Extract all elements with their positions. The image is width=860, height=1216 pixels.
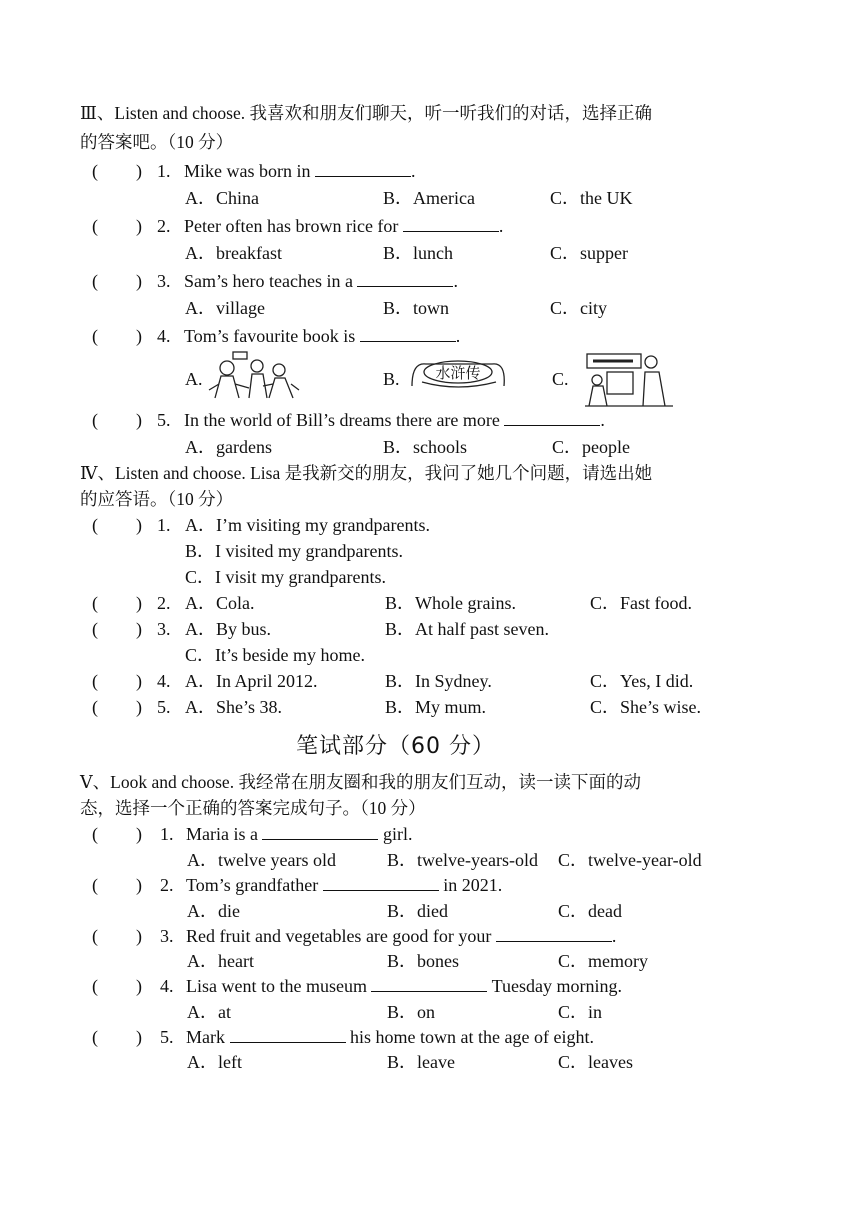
book-cover-a-image — [205, 350, 301, 402]
option-a: A．at — [187, 1002, 231, 1022]
question-number: 1. — [160, 824, 174, 844]
answer-blank[interactable] — [323, 874, 439, 891]
answer-blank[interactable] — [371, 975, 487, 992]
question-number: 3. — [160, 926, 174, 946]
option-b: B．bones — [387, 951, 459, 971]
answer-paren-open: ( — [92, 671, 98, 691]
option-b: B．town — [383, 298, 450, 318]
answer-blank[interactable] — [504, 409, 600, 426]
answer-paren-open: ( — [92, 515, 98, 535]
book-cover-c-image — [585, 350, 675, 408]
option-a: A．China — [185, 188, 259, 208]
answer-paren-close: ) — [136, 326, 142, 346]
option-a: A．I’m visiting my grandparents. — [185, 515, 430, 535]
option-c: C．I visit my grandparents. — [185, 567, 386, 587]
answer-paren-close: ) — [136, 515, 142, 535]
question-stem: Maria is a girl. — [186, 824, 413, 844]
question-number: 2. — [157, 593, 171, 613]
option-c: C．the UK — [550, 188, 633, 208]
option-c: C．Fast food. — [590, 593, 693, 613]
answer-paren-open: ( — [92, 593, 98, 613]
option-c: C．city — [550, 298, 607, 318]
option-b: B．schools — [383, 437, 468, 457]
section4-title-cont: 的应答语。（10 分） — [80, 489, 234, 509]
section4-title: Ⅳ、Listen and choose. Lisa 是我新交的朋友，我问了她几个问题，请选出她 — [80, 463, 653, 483]
option-c: C．people — [552, 437, 630, 457]
written-part-heading: 笔试部分（60 分） — [296, 734, 495, 759]
question-number: 3. — [157, 271, 171, 291]
answer-paren-close: ) — [136, 824, 142, 844]
answer-paren-close: ) — [136, 875, 142, 895]
answer-paren-open: ( — [92, 926, 98, 946]
option-c: C. — [552, 369, 569, 389]
answer-paren-open: ( — [92, 697, 98, 717]
option-c: C．in — [558, 1002, 603, 1022]
option-b: B．In Sydney. — [385, 671, 492, 691]
answer-paren-close: ) — [136, 619, 142, 639]
option-a: A．die — [187, 901, 240, 921]
question-number: 4. — [160, 976, 174, 996]
answer-paren-open: ( — [92, 875, 98, 895]
option-b: B．died — [387, 901, 448, 921]
answer-blank[interactable] — [496, 925, 612, 942]
option-b: B．twelve-years-old — [387, 850, 538, 870]
option-a: A．By bus. — [185, 619, 272, 639]
question-number: 4. — [157, 326, 171, 346]
section3-title-cont: 的答案吧。（10 分） — [80, 132, 234, 152]
option-b: B．Whole grains. — [385, 593, 516, 613]
answer-paren-open: ( — [92, 824, 98, 844]
answer-paren-close: ) — [136, 216, 142, 236]
answer-blank[interactable] — [403, 215, 499, 232]
answer-paren-close: ) — [136, 1027, 142, 1047]
option-a: A．village — [185, 298, 265, 318]
answer-paren-close: ) — [136, 593, 142, 613]
option-b: B．leave — [387, 1052, 455, 1072]
answer-blank[interactable] — [357, 270, 453, 287]
option-a: A．gardens — [185, 437, 272, 457]
option-b: B．America — [383, 188, 475, 208]
question-number: 1. — [157, 515, 171, 535]
question-stem: Red fruit and vegetables are good for your . — [186, 926, 617, 946]
option-a: A．breakfast — [185, 243, 282, 263]
answer-paren-open: ( — [92, 161, 98, 181]
question-number: 4. — [157, 671, 171, 691]
answer-paren-open: ( — [92, 410, 98, 430]
question-stem: Sam’s hero teaches in a . — [184, 271, 458, 291]
answer-blank[interactable] — [315, 160, 411, 177]
answer-paren-open: ( — [92, 619, 98, 639]
answer-paren-open: ( — [92, 216, 98, 236]
question-stem: Lisa went to the museum Tuesday morning. — [186, 976, 622, 996]
book-cover-b-image — [408, 352, 508, 396]
answer-paren-open: ( — [92, 326, 98, 346]
option-a: A. — [185, 369, 203, 389]
question-stem: Tom’s favourite book is . — [184, 326, 461, 346]
question-number: 2. — [160, 875, 174, 895]
option-b: B. — [383, 369, 400, 389]
question-number: 2. — [157, 216, 171, 236]
answer-paren-close: ) — [136, 410, 142, 430]
option-b: B．lunch — [383, 243, 453, 263]
answer-paren-close: ) — [136, 161, 142, 181]
option-a: A．She’s 38. — [185, 697, 283, 717]
answer-paren-close: ) — [136, 271, 142, 291]
book-b-title: 水浒传 — [435, 364, 481, 382]
answer-paren-close: ) — [136, 697, 142, 717]
answer-blank[interactable] — [262, 823, 378, 840]
answer-blank[interactable] — [360, 325, 456, 342]
question-number: 5. — [157, 697, 171, 717]
option-b: B．My mum. — [385, 697, 487, 717]
answer-paren-open: ( — [92, 976, 98, 996]
answer-paren-close: ) — [136, 976, 142, 996]
option-b: B．on — [387, 1002, 436, 1022]
answer-paren-open: ( — [92, 271, 98, 291]
option-c: C．leaves — [558, 1052, 633, 1072]
section5-title: Ⅴ、Look and choose. 我经常在朋友圈和我的朋友们互动，读一读下面的动 — [80, 772, 641, 792]
question-number: 5. — [157, 410, 171, 430]
option-a: A．heart — [187, 951, 254, 971]
option-c: C．memory — [558, 951, 648, 971]
question-number: 1. — [157, 161, 171, 181]
option-a: A．Cola. — [185, 593, 255, 613]
question-number: 3. — [157, 619, 171, 639]
question-number: 5. — [160, 1027, 174, 1047]
option-a: A．In April 2012. — [185, 671, 318, 691]
option-c: C．Yes, I did. — [590, 671, 694, 691]
option-c: C．supper — [550, 243, 628, 263]
question-stem: Mark his home town at the age of eight. — [186, 1027, 594, 1047]
answer-paren-close: ) — [136, 671, 142, 691]
question-stem: Mike was born in . — [184, 161, 416, 181]
question-stem: Tom’s grandfather in 2021. — [186, 875, 503, 895]
option-b: B．At half past seven. — [385, 619, 549, 639]
section5-title-cont: 态，选择一个正确的答案完成句子。（10 分） — [80, 798, 426, 818]
option-c: C．She’s wise. — [590, 697, 702, 717]
option-c: C．dead — [558, 901, 622, 921]
section3-title: Ⅲ、Listen and choose. 我喜欢和朋友们聊天，听一听我们的对话，选择正确 — [80, 103, 652, 123]
answer-paren-close: ) — [136, 926, 142, 946]
option-b: B．I visited my grandparents. — [185, 541, 403, 561]
option-c: C．It’s beside my home. — [185, 645, 365, 665]
option-a: A．left — [187, 1052, 242, 1072]
answer-blank[interactable] — [230, 1026, 346, 1043]
option-a: A．twelve years old — [187, 850, 336, 870]
question-stem: In the world of Bill’s dreams there are more . — [184, 410, 605, 430]
option-c: C．twelve-year-old — [558, 850, 702, 870]
question-stem: Peter often has brown rice for . — [184, 216, 504, 236]
answer-paren-open: ( — [92, 1027, 98, 1047]
